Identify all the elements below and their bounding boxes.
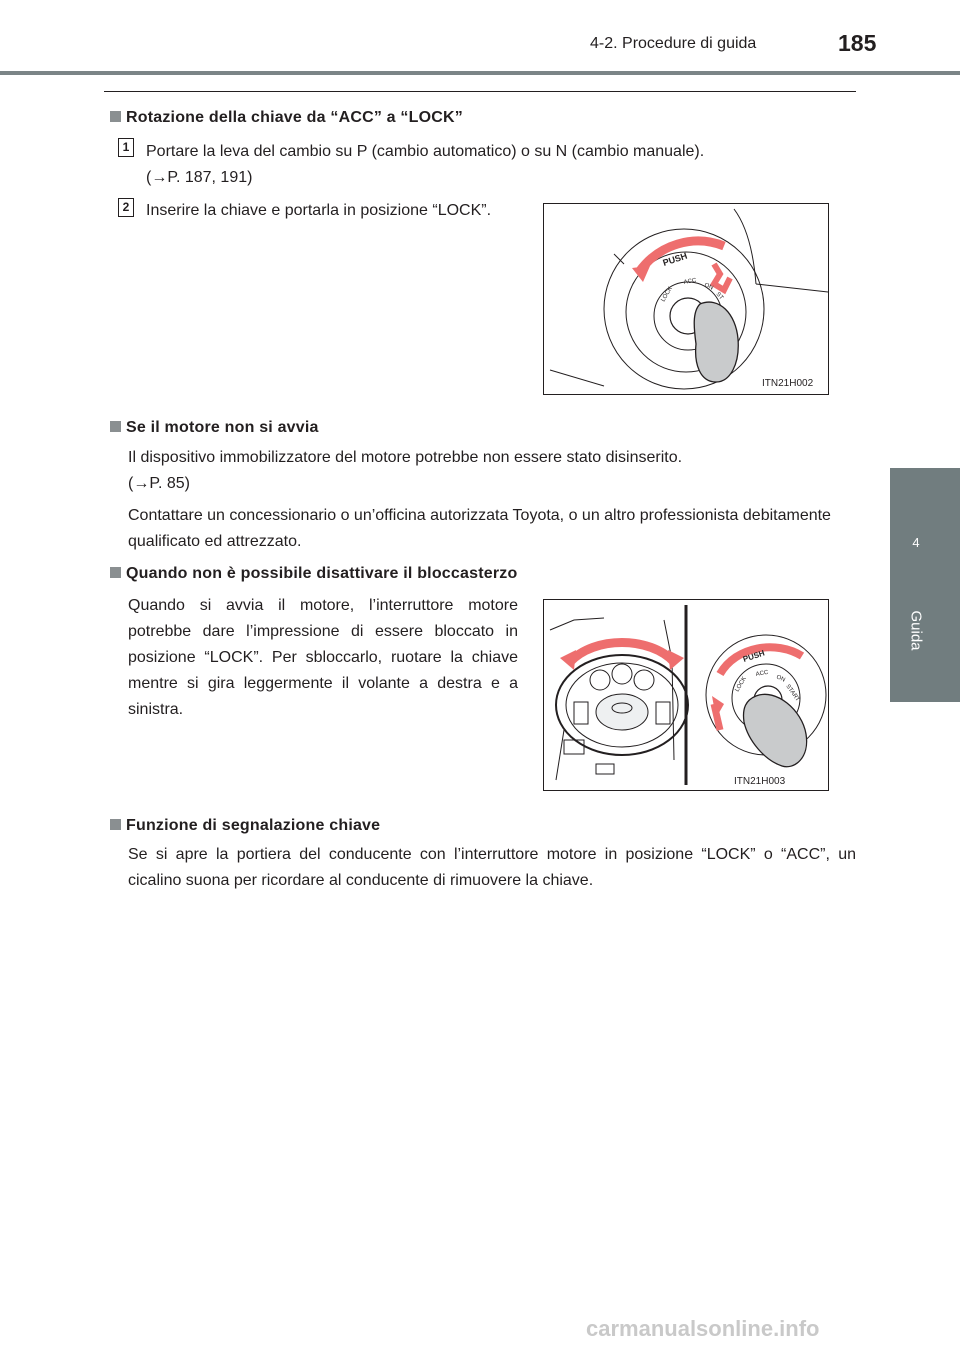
heading-text: Quando non è possibile disattivare il bloccasterzo (126, 565, 518, 582)
immobilizer-line1: Il dispositivo immobilizzatore del motore potrebbe non essere stato disinserito. (128, 449, 683, 466)
steering-lock-text: Quando si avvia il motore, l’interruttore motore potrebbe dare l’impressione di essere bloccato in posizione “LOCK”. Per sbloccarlo, ruotare la chiave mentre si gira leggermente il volante a destra e a sinistra. (128, 597, 518, 718)
heading-text: Rotazione della chiave da “ACC” a “LOCK” (126, 109, 463, 126)
section-heading-engine-not-start (110, 419, 319, 437)
content-top-rule (104, 91, 856, 92)
chapter-number: 4 (912, 535, 920, 550)
chapter-label: Guida (907, 610, 925, 651)
heading-text: Funzione di segnalazione chiave (126, 817, 381, 834)
contact-dealer-text: Contattare un concessionario o un’officina autorizzata Toyota, o un altro professionista debitamente qualificato ed attrezzato. (128, 507, 831, 550)
immobilizer-text (128, 445, 856, 497)
steering-wheel-illustration (544, 600, 828, 790)
heading-square-icon (110, 567, 121, 578)
chapter-label-wrap (906, 600, 926, 660)
push-label: PUSH (741, 648, 766, 664)
key-reminder-text: Se si apre la portiera del conducente con l’interruttore motore in posizione “LOCK” o “ACC”, un cicalino suona per ricordare al conducente di rimuovere la chiave. (128, 846, 856, 889)
section-heading-key-reminder (110, 817, 380, 835)
lock-label: LOCK (734, 675, 748, 693)
start-label: ST (714, 291, 724, 302)
step-number-2: 2 (118, 198, 134, 217)
acc-label: ACC (755, 669, 769, 678)
immobilizer-line2: (→P. 85) (128, 475, 190, 492)
heading-square-icon (110, 111, 121, 122)
on-label: ON (703, 282, 714, 292)
ignition-key-illustration (544, 204, 828, 394)
ignition-key-figure (543, 203, 829, 395)
acc-label: ACC (683, 277, 697, 286)
step-1-line2: (→P. 187, 191) (146, 169, 253, 186)
step-1-line1: Portare la leva del cambio su P (cambio automatico) o su N (cambio manuale). (146, 143, 705, 160)
chapter-side-tab[interactable] (890, 468, 960, 702)
step-1-text (146, 139, 856, 191)
heading-square-icon (110, 819, 121, 830)
heading-square-icon (110, 421, 121, 432)
push-label: PUSH (661, 250, 689, 268)
start-label: START (784, 683, 801, 703)
lock-label: LOCK (660, 285, 674, 303)
step-2-text: Inserire la chiave e portarla in posizione “LOCK”. (146, 202, 492, 219)
header-rule (0, 71, 960, 75)
step-number-1: 1 (118, 138, 134, 157)
heading-text: Se il motore non si avvia (126, 419, 319, 436)
on-label: ON (775, 674, 786, 684)
header-section-title: 4-2. Procedure di guida (590, 35, 757, 52)
section-heading-key-rotation (110, 109, 463, 127)
section-heading-steering-lock (110, 565, 517, 583)
figure-caption: ITN21H003 (734, 776, 786, 787)
page-number: 185 (838, 30, 877, 56)
watermark-text: carmanualsonline.info (586, 1316, 820, 1341)
figure-caption: ITN21H002 (762, 378, 814, 389)
steering-wheel-figure (543, 599, 829, 791)
